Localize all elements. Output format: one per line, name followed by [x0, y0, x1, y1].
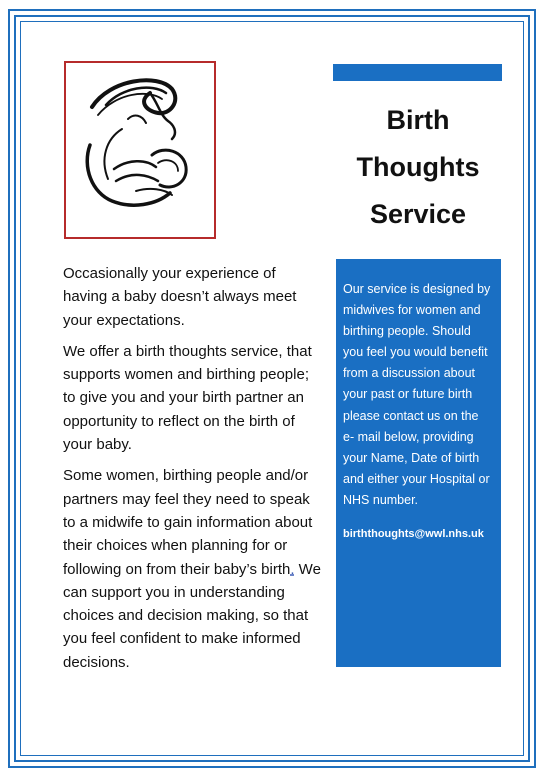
grammar-marker: . — [290, 560, 295, 578]
title-accent-bar — [333, 64, 502, 81]
paragraph-3-part-2: We can support you in understanding choices and decision making, so that you feel confident to make informed decisions. — [63, 560, 321, 671]
paragraph-3-part-1: Some women, birthing people and/or partners may feel they need to speak to a midwife to gain information about their choices when planning for or following on from their baby’s birth — [63, 467, 313, 578]
paragraph-1: Occasionally your experience of having a baby doesn’t always meet your expectations. — [63, 265, 297, 329]
paragraph-2: We offer a birth thoughts service, that supports women and birthing people; to give you and your birth partner an opportunity to reflect on the birth of your baby. — [63, 342, 312, 454]
mother-and-baby-icon — [66, 63, 214, 237]
title-line-3: Service — [369, 199, 467, 229]
info-panel — [336, 259, 501, 667]
contact-email[interactable]: birththoughts@wwl.nhs.uk — [343, 528, 484, 541]
page-title — [334, 97, 502, 238]
body-text — [63, 262, 321, 682]
logo-frame — [64, 61, 216, 239]
info-text: Our service is designed by midwives for women and birthing people. Should you feel you would benefit from a discussion about your past or future birth please contact us on the e- mail below, providing your Name, Date of birth and either your Hospital or NHS number. — [343, 282, 491, 507]
paragraph-3 — [63, 464, 321, 674]
title-line-2: Thoughts — [356, 152, 480, 182]
title-line-1: Birth — [386, 105, 450, 135]
